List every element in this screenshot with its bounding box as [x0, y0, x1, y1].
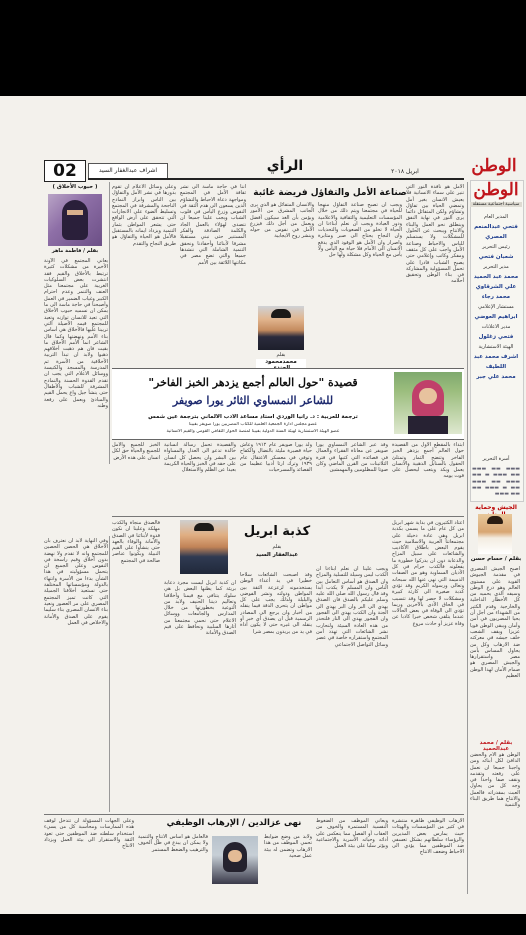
poem-body-col-4: والقصيدة تحمل رسالة انسانية خالدة تدعو الى العدل والمساواة بين البشر وان يحصل كل انسان على حقه في الخبز والحياة الكريمة بعيدا عن الظلم والاستغلال: [164, 442, 236, 474]
poem-member: عضو مجلس ادارة الجمعية العلمية للكتاب المصريين يورا صويفر بفيينا: [188, 422, 318, 427]
poem-title: قصيدة "حول العالم أجمع يزدهر الخبز الفاخر": [148, 376, 358, 389]
top-article-col-5: وعلى وسائل الاعلام ان تقوم بدورها في نشر الأمل والتفاؤل بين الناس وابراز النماذج الناجحة والمشرفة في المجتمع وتسليط الضوء على الانجازات التي تتحقق على أرض الواقع حتى يشعر المواطن بثمار التنمية ويزداد ايمانه بالمستقبل فالأمل هو الحياة والتفاؤل هو طريق النجاح والتقدم: [112, 184, 176, 247]
staff-line: مدير التحرير: [483, 264, 509, 270]
supervisor-box: اشراف عبدالغفار السيد: [88, 163, 168, 179]
sidebar-author2-byline: بقلم / محمد عبدالحميد: [479, 740, 513, 752]
left-col-text: يعاني المجتمع في الآونة الأخيرة من مشكلات كثيرة ترتبط بالأخلاق والقيم فقد انتشرت بعض السلوكيات الغريبة على مجتمعنا مثل العنف والتنمر وعدم احترام الكبير وغياب الضمير في العمل وأصبحنا في حاجة ماسة الى ما يمكن ان نسميه حبوب الأخلاق التي تعيد للانسان توازنه وتعيد للمجتمع قيمه الأصيلة التي تربينا عليها فالأخلاق هي أساس بناء الأمم ونهضتها وكما قال الشاعر انما الأمم الأخلاق ما بقيت فان هم ذهبت أخلاقهم ذهبوا ولابد ان تبدأ التربية الأخلاقية من الأسرة ثم المدرسة والمسجد والكنيسة ووسائل الاعلام التي يجب ان تقدم القدوة الحسنة والنماذج المشرفة للشباب والأطفال حتى ينشأ جيل واع يحمل القيم والمبادئ ويعمل على رفعة وطنه: [44, 258, 108, 409]
staff-line: محمد علي جبر: [476, 374, 516, 380]
left-col-title: ( حبوب الأخلاق ): [52, 184, 98, 190]
left-col-photo: [48, 194, 102, 246]
sidebar-article-text: اصبح الجيش المصري في مقدمة الجيوش القوية على مستوى العالم وهو درع الوطن وسيفه الذي يحميه من كل الأخطار الداخلية والخارجية وقدم الكثير من الشهداء من أجل أن يحيا المصريون في أمن وأمان ويبقى الوطن قويا عزيزا ويقف الشعب خلف جيشه في معركته ضد الارهاب وكل من يحاول المساس بأمن مصر واستقرارها والجيش المصري هو صمام الأمان لهذا الوطن العظيم: [470, 566, 520, 680]
april-title: كذبة ابريل: [243, 524, 311, 539]
poem-body-col-1: ابتداء بالمقطع الأول من القصيدة حول العالم أجمع يزدهر الخبز الفاخر وتنضج الثمار وتمتلئ الحقول بالسنابل الذهبية والانسان يعمل ويكد ويتعب ليحصل على قوت يومه: [392, 442, 464, 480]
top-article-col-2: ويجب ان تصبح صناعة التفاؤل منهجا للحياة في مجتمعنا ويتم ذلك من خلال المؤسسات التعليمية والثقافية والاعلامية ودور العبادة ويجب ان نعلم ابناءنا ان الحياة لا تخلو من الصعوبات والتحديات وان النجاح يحتاج الى صبر ومثابرة واصرار وان الأمل هو الوقود الذي يدفع الانسان الى الأمام فلا حياة مع اليأس ولا يأس مع الحياة وكل مشكلة ولها حل: [318, 202, 402, 259]
bottom-author-photo: [212, 836, 258, 884]
poem-translator-photo: [394, 372, 462, 434]
april-col-5: فالصدق منجاة والكذب مهلكة وعلينا ان نكون قدوة لأبنائنا في الصدق والأمانة والوفاء بالعهد حتى ينشأوا على القيم النبيلة ويكونوا عناصر صالحة في المجتمع: [112, 520, 160, 564]
poem-subtitle: للشاعر النمساوي الثائر يورا صويفر: [172, 394, 334, 407]
top-byline-label: بقلم: [276, 352, 286, 358]
left-col-byline: بقلم / فاطمة ماهر: [51, 248, 99, 254]
top-article-col-4: اننا في حاجة ماسة الى نشر ثقافة الأمل في المجتمع ومواجهة دعاة الاحباط والتشاؤم الذين يسعون الى هدم الثقة في النفوس وزرع اليأس في قلوب الشباب ويجب علينا جميعا ان نتصدى لهؤلاء بالعمل الجاد والكلمة الصادقة والفكر المستنير حتى نبني مستقبلا مشرقا لأبنائنا وأحفادنا ونحقق التنمية الشاملة التي ننشدها جميعا والتي تضع مصر في مكانتها اللائقة بين الأمم: [180, 184, 246, 266]
poem-body-col-2: وقد عبر الشاعر النمساوي يورا صويفر عن معاناة الفقراء والعمال في قصائده التي كتبها في فترة الثلاثينات من القرن الماضي وكان صوتا للمظلومين والمهمشين: [316, 442, 388, 474]
masthead-logo: الوطن: [473, 180, 519, 200]
editorial-label: أسرة التحرير: [482, 456, 510, 462]
april-byline-label: بقلم: [272, 544, 282, 550]
staff-line: رئيس التحرير: [482, 244, 510, 250]
staff-line: المدير العام: [483, 214, 509, 220]
newspaper-page: [0, 96, 526, 914]
staff-line: الهيئة الاستشارية: [478, 344, 514, 350]
top-article-col-3: والانسان المتفائل هو الذي يرى الجانب المشرق من الأمور ويؤمن بأن الغد سيكون أفضل ويعمل من أجل ذلك فيزرع الأمل في نفوس من حوله وينشر روح الايجابية: [250, 202, 314, 240]
staff-line: محمد عبد الحميد: [473, 274, 519, 280]
april-col-2: ويجب علينا ان نعلم أبناءنا ان الكذب ليس وسيلة للتسلية والمزاح وان الصدق هو أساس التعامل بين الناس وان المسلم لا يكذب أبدا وقد قال رسول الله صلى الله عليه وسلم عليكم بالصدق فان الصدق يهدي الى البر وان البر يهدي الى الجنة وان الكذب يهدي الى الفجور وان الفجور يهدي الى النار فلنحذر من هذه العادة السيئة ولنحارب نشر الشائعات التي تهدد أمن المجتمع واستقراره خاصة في عصر وسائل التواصل الاجتماعي: [316, 566, 388, 648]
masthead-filler: ▬▬▬ ▬▬ ▬▬▬ ▬▬ ▬▬▬ ▬ ▬▬ ▬▬▬ ▬▬ ▬▬▬ ▬▬ ▬ ▬▬▬ ▬▬ ▬▬ ▬▬▬: [472, 466, 520, 496]
top-author-photo: [258, 306, 304, 350]
april-col-1: اعتاد الكثيرون في بداية شهر ابريل من كل عام على ما يسمى بكذبة ابريل وهي عادة دخيلة على مجتمعاتنا العربية والاسلامية حيث يقوم البعض باطلاق الأكاذيب والشائعات على سبيل المزاح والدعابة دون ان يدركوا خطورة ما يفعلونه فالكذب حرام في كل الأديان السماوية وهو من الصفات الذميمة التي نهى عنها الله سبحانه وتعالى ورسوله الكريم وقد تؤدي كذبة صغيرة الى كارثة كبيرة ومشكلات لا حصر لها وقد تتسبب في الحاق الأذى بالآخرين وربما تؤدي الى الوفاة في بعض الحالات عندما يتلقى شخص خبرا كاذبا عن وفاة عزيز أو حادث مروع: [392, 520, 464, 627]
left-col-bottom-text: وفي النهاية لابد ان نعترف بأن الأخلاق هي الحصن الحصين للمجتمع وانه لا تقدم ولا نهضة بدون أخلاق وقيم راسخة في النفوس وعلى الجميع ان يتحمل مسؤوليته في هذا الشأن بدءا من الأسرة وانتهاء بالدولة ومؤسساتها المختلفة حتى نستعيد أخلاقنا الجميلة التي كانت تميز المجتمع المصري على مر العصور ونعيد بناء الانسان المصري بناء سليما يقوم على الصدق والأمانة والاخلاص في العمل: [44, 538, 108, 626]
sidebar-author-byline: بقلم / حسام حسن: [470, 556, 522, 562]
april-col-4: ان كذبة ابريل ليست مجرد دعابة بريئة كما يظنها البعض بل هي سلوك يتنافى مع قيمنا وأخلاقنا وتعاليم ديننا الحنيف ولابد من التوعية بخطورتها من خلال المدارس والجامعات ووسائل الاعلام حتى نحمي مجتمعنا من آثارها السلبية ونحافظ على قيم الصدق والأمانة: [164, 580, 236, 637]
section-title: الرأي: [266, 158, 304, 174]
staff-line: اشرف محمد عبد اللطيف: [473, 354, 519, 370]
date-label: ابريل ٢٠١٨: [391, 168, 419, 175]
bottom-col-1: الارهاب الوظيفي ظاهرة منتشرة في كثير من المؤسسات والهيئات حيث يمارس بعض المديرين والرؤساء سلطاتهم بشكل تعسفي ضد الموظفين مما يؤدي الى الاحباط وضعف الانتاج: [392, 818, 464, 856]
bottom-col-5: وعلى الجهات المسؤولة ان تتدخل لوقف هذه الممارسات ومحاسبة كل من يسيء استخدام سلطته ضد الموظفين حتى تعود الثقة والاستقرار الى بيئة العمل ويزداد الانتاج: [44, 818, 134, 850]
sidebar-author-title: الجيش وحماية: [475, 504, 517, 511]
staff-line: ابراهيم العوضي: [474, 314, 518, 320]
staff-line: مستشار الإعلامي: [478, 304, 514, 310]
staff-line: شعبان فتحي: [478, 254, 514, 260]
staff-line: فتحي زغلول: [478, 334, 514, 340]
bottom-col-2: ويعاني الموظف من الضغوط النفسية المستمرة والخوف من العقاب أو الفصل مما ينعكس على أدائه وحياته الأسرية والاجتماعية ويؤثر سلبا على بيئة العمل: [316, 818, 388, 850]
staff-line: مدير الاعلانات: [481, 324, 511, 330]
sidebar-article2-text: الوطن هو الأم والحضن الدافئ لكل أبنائه ومن واجبنا جميعا ان نعمل على رفعته وتقدمه ونقف صفا واحدا في وجه كل من يحاول العبث بمقدراته فالعمل والانتاج هما طريق البناء والتنمية: [470, 752, 520, 809]
poem-body-col-5: الخبز للجميع والأمل للجميع والحياة حق لكل انسان على هذه الأرض: [112, 442, 160, 461]
staff-line: فتحي عبدالمنعم المصري: [474, 224, 518, 240]
top-article-title: صناعة الأمل والتفاؤل فريضة غائبة: [253, 188, 407, 198]
top-byline: محمدمحمود: [256, 359, 306, 371]
april-col-3: وقد أصبحت الشائعات سلاحا خطيرا في يد أعداء الوطن يستخدمونه لزعزعة الثقة بين المواطن ودولته ونشر الفوضى والبلبلة ولذلك يجب على كل مواطن ان يتحرى الدقة فيما ينقله من أخبار وان يرجع الى المصادر الرسمية قبل ان يصدق أي خبر أو ينقله الى غيره حتى لا يكون أداة في يد من يريدون بمصر شرا: [240, 572, 312, 635]
bottom-col-3: ولابد من وضع ضوابط تحمي الموظف من هذا الارهاب وتضمن له بيئة عمل صحية: [264, 834, 312, 859]
masthead-staff: [470, 212, 522, 452]
april-byline: عبدالغفار السيد: [255, 552, 299, 558]
april-author-photo: [180, 520, 228, 574]
sidebar-author-photo: [478, 514, 512, 554]
staff-line: علي الشرقاوي: [475, 284, 517, 290]
staff-line: محمد رجاء: [481, 294, 511, 300]
poem-translation: ترجمة للعربية : د. رانيا الوردي استاذ مساعد الأدب الألماني بترجمة عين شمس: [148, 414, 358, 420]
bottom-col-4: فالعامل هو أساس الانتاج والتنمية ولا يمكن ان يبدع في ظل الخوف والترهيب والضغط المستمر: [138, 834, 208, 853]
bottom-title: نهى عزالدين / الإرهاب الوظيفي: [166, 818, 302, 828]
top-article-col-right: الأمل هو نافذة النور التي تنير على سماء الانسانية فلا يعيش الانسان بغير أمل وتمضي الحياة بين تفاؤل وتشاؤم ولكن المتفائل دائما يرى النور في نهاية النفق وينطلق نحو العمل والبناء والانتاج ويبحث عن الحلول للمشكلات ولا يستسلم للياس والاحباط وصناعة الأمل واجب على كل مثقف ومفكر وكاتب وإعلامي حتى يصبح الشباب قادرا على تحمل المسؤولية والمشاركة في بناء الوطن وتحقيق أحلامه: [406, 184, 464, 285]
poem-body-col-3: ولد يورا صويفر عام ١٩١٢ وعاش حياة قصيرة مليئة بالنضال والكفاح وتوفي في معسكر الاعتقال عام ١٩٣٩ وترك ارثا أدبيا عظيما من القصائد والمسرحيات: [240, 442, 312, 474]
page-number: 02: [44, 160, 86, 182]
poem-member2: عضو الهيئة الاستشارية لهيئة السنة الدولية بفيينا لمنصة الحوار الثقافي القومي والقيم الانسانية: [166, 429, 340, 434]
masthead-tagline: سياسية اجتماعية مستقلة: [470, 202, 522, 207]
header-logo: الوطن: [471, 156, 517, 176]
